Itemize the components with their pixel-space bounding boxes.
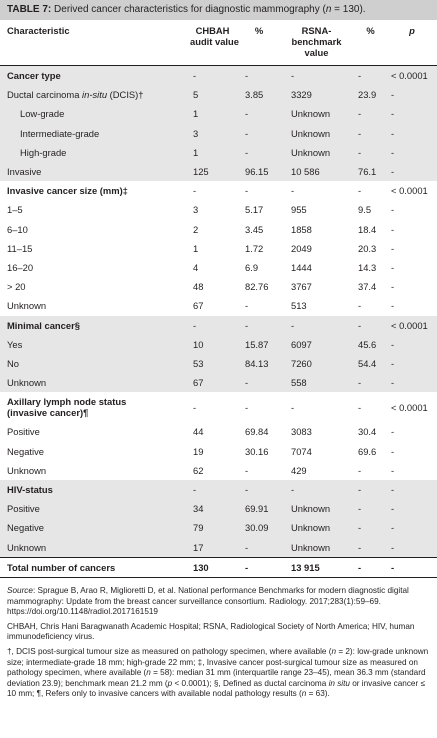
cell-rsna: 3329 [279,85,354,104]
cell-rsna-pct: 54.4 [354,354,387,373]
row-label: HIV-status [0,480,186,499]
table-row [0,392,437,422]
cell-rsna: 955 [291,204,307,216]
cell-p: - [391,445,395,457]
cell-rsna-pct: - [358,185,362,197]
cell-chbah: 44 [193,426,204,438]
cell-rsna-pct: 18.4 [358,223,377,235]
cell-rsna-pct: - [358,464,362,476]
row-label: Low-grade [0,104,186,123]
cell-chbah-pct: - [245,401,249,413]
cell-p: - [387,85,437,104]
header-rsna-line2: benchmark [291,36,342,47]
cell-p: - [391,426,395,438]
cell-rsna-pct: - [354,557,387,577]
cell-p: - [387,373,437,392]
cell-rsna-pct: - [354,66,387,86]
abbreviations-note: CHBAH, Chris Hani Baragwanath Academic Hospital; RSNA, Radiological Society of North America; HIV, human immunodeficiency virus. [7,621,415,642]
cell-rsna: Unknown [279,518,354,537]
cell-chbah: 62 [193,464,204,476]
row-label: Negative [7,445,45,457]
cell-chbah: 53 [186,354,239,373]
cell-p: - [387,499,437,518]
cell-chbah-pct: - [239,104,279,123]
table-row [0,200,437,219]
header-chbah-percent: % [254,25,264,36]
cell-chbah-pct: 15.87 [239,335,279,354]
cell-chbah-pct: - [245,300,249,312]
cell-rsna: Unknown [279,124,354,143]
source-note [7,586,430,618]
row-label-line1: Axillary lymph node status [7,396,127,408]
cell-chbah-pct: 69.84 [245,426,269,438]
table-title-text: Derived cancer characteristics for diagnostic mammography ( [54,4,326,15]
cell-chbah-pct: 30.16 [245,445,269,457]
table-row [0,162,437,181]
cell-chbah: - [186,480,239,499]
header-rsna-line3: value [304,47,329,58]
cell-rsna: Unknown [279,104,354,123]
cell-rsna: Unknown [279,143,354,162]
cell-p: - [387,480,437,499]
cell-rsna-pct: 45.6 [354,335,387,354]
cell-chbah-pct: 96.15 [239,162,279,181]
cell-chbah-pct: 3.85 [239,85,279,104]
row-label: Minimal cancer§ [0,316,186,335]
table-row [0,296,437,315]
cell-chbah: - [186,316,239,335]
table-number: TABLE 7: [7,4,52,15]
cell-chbah-pct: 5.17 [245,204,264,216]
cell-chbah: 1 [186,143,239,162]
cell-chbah-pct: - [239,480,279,499]
row-label: High-grade [0,143,186,162]
row-label: Unknown [7,464,47,476]
cell-rsna-pct: - [354,373,387,392]
cell-chbah-pct: 3.45 [245,223,264,235]
cell-rsna: 513 [291,300,307,312]
header-chbah-line2: audit value [190,36,239,47]
table-header-row [0,20,437,66]
cell-rsna: 6097 [279,335,354,354]
table-row [0,316,437,335]
table-row [0,85,437,104]
row-label: Unknown [7,300,47,312]
cell-rsna: 1858 [291,223,312,235]
cell-p: < 0.0001 [391,401,428,413]
header-rsna [279,20,354,66]
cell-p: < 0.0001 [387,316,437,335]
cell-rsna-pct: 23.9 [354,85,387,104]
cell-p: - [391,464,395,476]
row-label: Unknown [0,538,186,558]
row-label: Total number of cancers [0,557,186,577]
cell-chbah: 3 [186,124,239,143]
cell-rsna-pct: - [358,300,362,312]
title-n-value: = 130). [331,4,366,15]
cell-rsna: 558 [279,373,354,392]
cell-p: - [387,354,437,373]
cell-rsna-pct: - [354,104,387,123]
cell-chbah: 34 [186,499,239,518]
cell-rsna-pct: - [354,538,387,558]
cell-chbah-pct: - [239,316,279,335]
cell-rsna: - [279,316,354,335]
cell-rsna: 7074 [291,445,312,457]
table-title [0,0,437,20]
cell-rsna: 13 915 [279,557,354,577]
cell-rsna-pct: - [354,518,387,537]
cell-chbah-pct: - [239,66,279,86]
table-row [0,354,437,373]
cell-chbah: 67 [186,373,239,392]
source-text: : Sprague B, Arao R, Miglioretti D, et al. National performance Benchmarks for modern diagnostic digital mammography: Update from the breast cancer surveillance consortium. Radiology. 2017;283(1):59–69. https://doi.org/10.1148/radiol.2017161519 [7,586,409,617]
cell-chbah-pct: - [239,373,279,392]
cell-chbah: 4 [193,262,199,274]
cell-chbah: 1 [193,242,199,254]
cell-chbah-pct: - [239,538,279,558]
table-row [0,499,437,518]
cell-chbah-pct: 82.76 [245,281,269,293]
row-label: Invasive [0,162,186,181]
cell-chbah-pct: - [245,185,249,197]
cell-rsna: 1444 [291,262,312,274]
cell-chbah: - [193,185,197,197]
footnote-italic: n [146,668,151,678]
table-row [0,422,437,441]
table-row [0,518,437,537]
table-row [0,66,437,86]
cell-rsna: Unknown [279,499,354,518]
header-rsna-line1: RSNA- [301,25,332,36]
cell-chbah: 130 [186,557,239,577]
row-label: Intermediate-grade [0,124,186,143]
footnote-italic: n [301,689,307,699]
cancer-characteristics-table [0,20,437,578]
table-row [0,373,437,392]
cell-p: - [391,281,395,293]
footnote-italic: in situ [328,678,350,688]
cell-rsna: 10 586 [279,162,354,181]
cell-rsna: - [279,480,354,499]
cell-rsna-pct: 9.5 [358,204,372,216]
cell-chbah: 10 [186,335,239,354]
cell-chbah: - [186,66,239,86]
cell-rsna-pct: 30.4 [358,426,377,438]
row-label: Unknown [0,373,186,392]
cell-chbah: 5 [186,85,239,104]
cell-p: - [387,538,437,558]
cell-chbah: 1 [186,104,239,123]
table-row [0,181,437,200]
cell-p: - [387,335,437,354]
cell-rsna: 7260 [279,354,354,373]
row-label: Positive [0,499,186,518]
source-label: Source [7,586,33,596]
table-row [0,480,437,499]
footnote-part: < 0.0001); §, Defined as ductal carcinoma [172,678,329,688]
cell-p: < 0.0001 [387,66,437,86]
header-rsna-percent: % [366,25,375,36]
header-chbah [186,20,239,66]
table-row [0,239,437,258]
footnote-part: or invasive cancer ≤ 10 mm; ¶, Refers only to invasive cancers with available nodal pathology results ( [7,678,425,699]
row-label-italic: in-situ [82,89,108,101]
cell-rsna-pct: 69.6 [358,445,377,457]
row-label: 1–5 [7,204,23,216]
footnote-part: = 58): median 31 mm (interquartile range 23–45), mean 36.3 mm (standard deviation 23.9); benchmark mean 21.2 mm ( [7,668,426,688]
table-notes [0,578,437,700]
cell-rsna-pct: 37.4 [358,281,377,293]
cell-p: - [391,223,395,235]
cell-rsna-pct: 14.3 [358,262,377,274]
row-label-part: Ductal carcinoma [7,89,83,101]
cell-rsna: 3767 [291,281,312,293]
row-label: 11–15 [7,242,33,254]
row-label [0,85,186,104]
cell-p: - [387,557,437,577]
row-label [0,392,186,422]
footnote-italic: n [331,647,337,657]
cell-p: - [391,300,395,312]
table-row [0,258,437,277]
row-label: > 20 [7,281,26,293]
cell-p: - [387,518,437,537]
cell-rsna-pct: 20.3 [358,242,377,254]
cell-rsna-pct: 76.1 [354,162,387,181]
table-row [0,335,437,354]
row-label: Invasive cancer size (mm)‡ [7,185,128,197]
table-row [0,124,437,143]
footnote-italic: p [167,678,173,688]
cell-p: - [387,104,437,123]
footnotes [7,647,430,700]
cell-chbah-pct: 30.09 [239,518,279,537]
row-label: No [0,354,186,373]
cell-rsna-pct: - [354,480,387,499]
cell-rsna-pct: - [354,124,387,143]
row-label: 6–10 [7,223,28,235]
footnote-part: = 2): low-grade unknown size; intermediate-grade 18 mm; high-grade 22 mm; ‡, Invasive cancer post-surgical tumour size as measured on pathology specimen, where available ( [7,647,429,678]
cell-chbah: 67 [193,300,204,312]
table-row [0,220,437,239]
cell-chbah: - [193,401,197,413]
cell-chbah: 3 [193,204,199,216]
title-n-symbol: n [325,4,332,15]
row-label: 16–20 [7,262,34,274]
cell-chbah: 17 [186,538,239,558]
cell-chbah-pct: 1.72 [245,242,264,254]
cell-chbah: 125 [186,162,239,181]
row-label: Positive [7,426,40,438]
cell-rsna: 3083 [291,426,312,438]
row-label: Cancer type [0,66,186,86]
cell-rsna-pct: - [354,499,387,518]
cell-p: - [387,124,437,143]
footnote-part: = 63). [306,689,330,699]
cell-rsna-pct: - [354,143,387,162]
cell-chbah-pct: - [239,557,279,577]
cell-rsna: 429 [291,464,307,476]
cell-rsna: - [291,401,295,413]
cell-chbah-pct: 69.91 [239,499,279,518]
cell-chbah: 2 [193,223,199,235]
cell-rsna: - [279,66,354,86]
cell-chbah-pct: 84.13 [239,354,279,373]
cell-chbah-pct: 6.9 [245,262,259,274]
table-row [0,104,437,123]
table-total-row [0,557,437,577]
cell-chbah-pct: - [245,464,249,476]
row-label: Negative [0,518,186,537]
cell-chbah: 48 [193,281,204,293]
row-label-part: (DCIS)† [107,89,144,101]
cell-chbah-pct: - [239,124,279,143]
cell-chbah: 19 [193,445,204,457]
table-row [0,461,437,480]
row-label-line2: (invasive cancer)¶ [7,407,89,419]
table-row [0,143,437,162]
cell-p: - [391,242,395,254]
cell-rsna-pct: - [354,316,387,335]
cell-rsna: 2049 [291,242,312,254]
cell-p: < 0.0001 [391,185,428,197]
row-label: Yes [0,335,186,354]
cell-p: - [391,204,395,216]
cell-p: - [391,262,395,274]
cell-chbah-pct: - [239,143,279,162]
cell-rsna-pct: - [358,401,362,413]
header-p-value: p [409,25,415,36]
footnote-part: †, DCIS post-surgical tumour size as measured on pathology specimen, where available ( [7,647,332,657]
cell-p: - [387,143,437,162]
table-row [0,277,437,296]
header-chbah-line1: CHBAH [195,25,230,36]
cell-chbah: 79 [186,518,239,537]
header-characteristic: Characteristic [7,25,70,36]
cell-p: - [387,162,437,181]
cell-rsna: - [291,185,295,197]
table-row [0,538,437,558]
table-row [0,442,437,461]
cell-rsna: Unknown [279,538,354,558]
